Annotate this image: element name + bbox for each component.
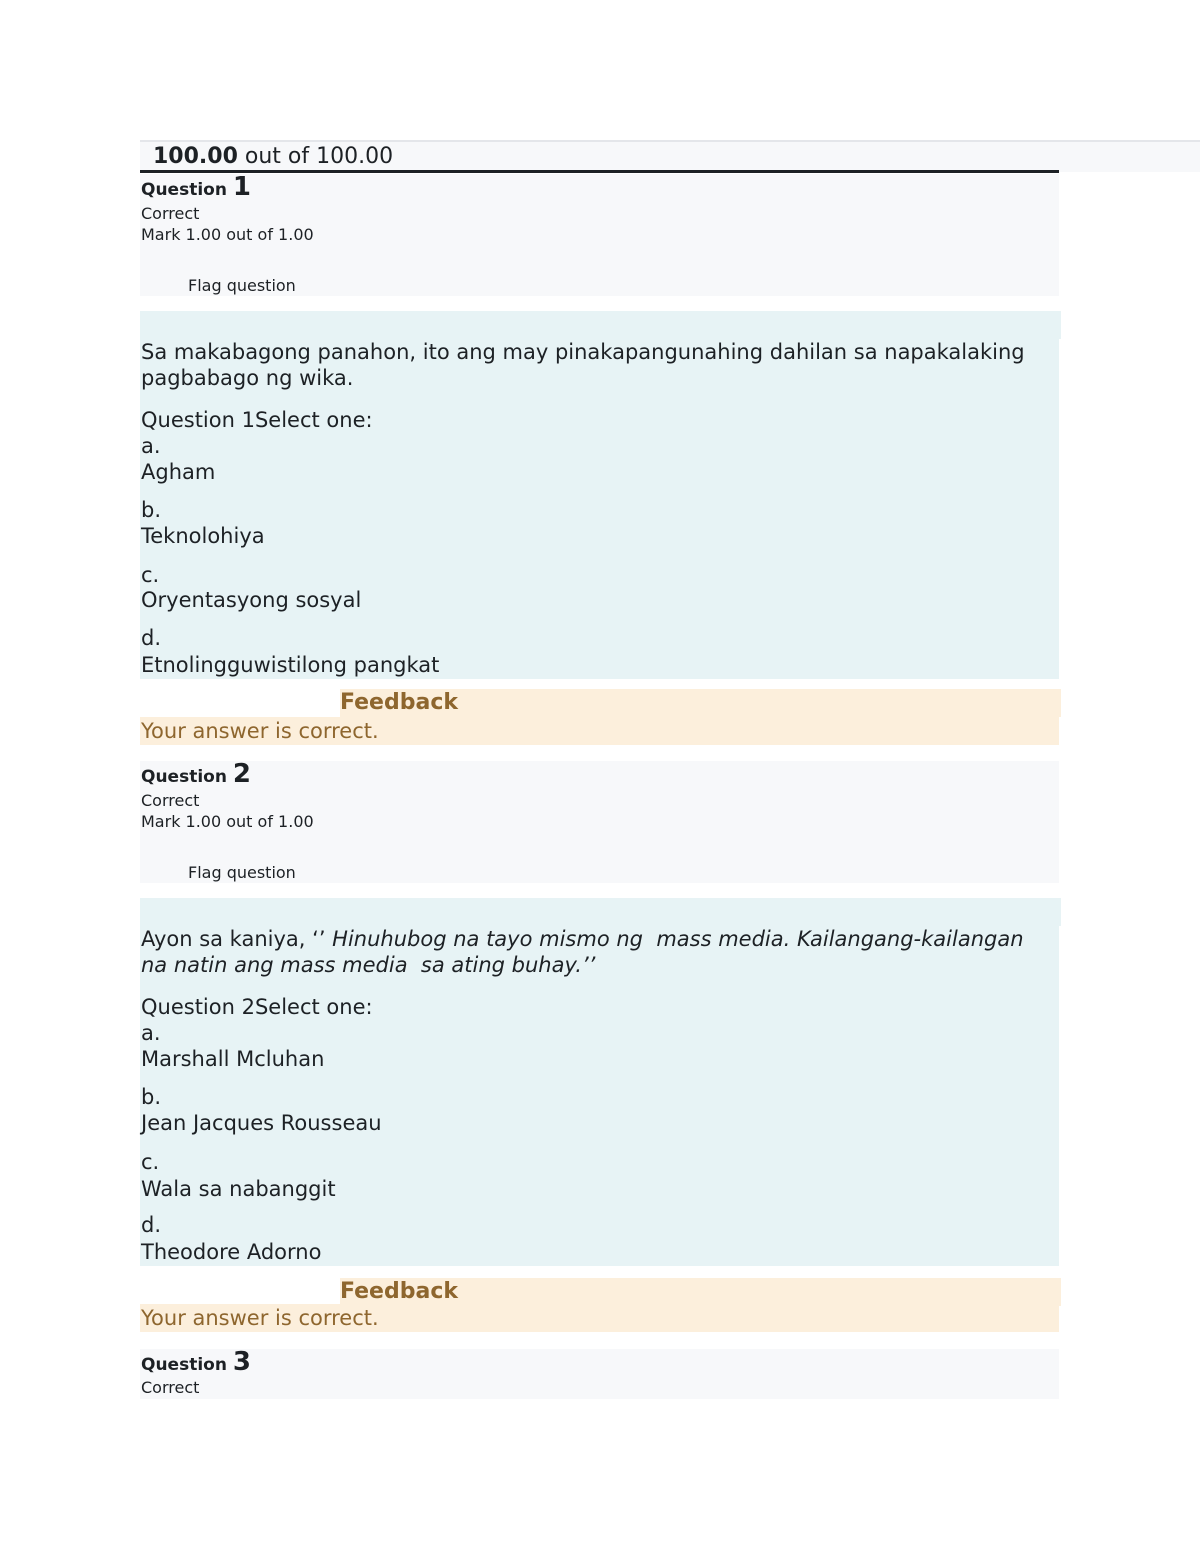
score-underline xyxy=(140,170,1059,173)
question-2-grade: Mark 1.00 out of 1.00 xyxy=(141,812,314,831)
question-2-state: Correct xyxy=(141,791,200,810)
question-1-feedback: Your answer is correct. xyxy=(140,717,1059,745)
question-2-content xyxy=(140,898,1059,1266)
question-2-prompt: Question 2Select one: xyxy=(141,995,373,1019)
question-1-number: 1 xyxy=(232,172,251,202)
score-suffix: out of 100.00 xyxy=(244,144,394,169)
total-score xyxy=(153,144,393,170)
question-1-option-d-text[interactable]: Etnolingguwistilong pangkat xyxy=(141,653,440,677)
question-1-flag-link[interactable]: Flag question xyxy=(188,276,296,295)
question-1-grade: Mark 1.00 out of 1.00 xyxy=(141,225,314,244)
question-2-heading: Question 2 xyxy=(141,759,251,789)
question-1-text: Sa makabagong panahon, ito ang may pinakapangunahing dahilan sa napakalaking pagbabago ng wika. xyxy=(141,340,1025,390)
question-2-number: 2 xyxy=(232,759,251,789)
question-1-option-a-letter[interactable]: a. xyxy=(141,434,161,458)
question-2-info xyxy=(140,761,1059,883)
question-3-state: Correct xyxy=(141,1378,200,1397)
question-2-text xyxy=(141,926,1041,978)
question-2-option-b-letter[interactable]: b. xyxy=(141,1085,162,1109)
question-2-option-c-letter[interactable]: c. xyxy=(141,1150,160,1174)
question-2-text-lead: Ayon sa kaniya, ‘’ xyxy=(141,927,333,951)
question-2-feedback-heading: Feedback xyxy=(340,1278,1061,1306)
question-1-option-c-letter[interactable]: c. xyxy=(141,563,160,587)
question-2-text-quote: Hinuhubog na tayo mismo ng mass media. Kailangang-kailangan na natin ang mass media sa ating buhay.’’ xyxy=(141,927,1031,977)
question-2-option-c-text[interactable]: Wala sa nabanggit xyxy=(141,1177,336,1201)
question-1-heading: Question 1 xyxy=(141,172,251,202)
question-2-option-d-letter[interactable]: d. xyxy=(141,1213,162,1237)
question-2-flag-link[interactable]: Flag question xyxy=(188,863,296,882)
question-3-info xyxy=(140,1349,1059,1399)
score-value: 100.00 xyxy=(153,144,238,169)
question-2-option-d-text[interactable]: Theodore Adorno xyxy=(141,1240,322,1264)
question-1-option-c-text[interactable]: Oryentasyong sosyal xyxy=(141,588,362,612)
question-1-option-a-text[interactable]: Agham xyxy=(141,460,216,484)
question-1-prompt: Question 1Select one: xyxy=(141,408,373,432)
question-1-option-b-text[interactable]: Teknolohiya xyxy=(141,524,265,548)
question-2-option-a-text[interactable]: Marshall Mcluhan xyxy=(141,1047,325,1071)
question-1-option-d-letter[interactable]: d. xyxy=(141,626,162,650)
question-3-number: 3 xyxy=(232,1347,251,1377)
question-1-info xyxy=(140,174,1059,296)
question-2-option-a-letter[interactable]: a. xyxy=(141,1021,161,1045)
question-3-heading: Question 3 xyxy=(141,1347,251,1377)
question-2-feedback: Your answer is correct. xyxy=(140,1304,1059,1332)
question-1-option-b-letter[interactable]: b. xyxy=(141,498,162,522)
question-1-content xyxy=(140,311,1059,679)
question-1-feedback-heading: Feedback xyxy=(340,689,1061,717)
question-2-option-b-text[interactable]: Jean Jacques Rousseau xyxy=(141,1111,382,1135)
question-1-state: Correct xyxy=(141,204,200,223)
